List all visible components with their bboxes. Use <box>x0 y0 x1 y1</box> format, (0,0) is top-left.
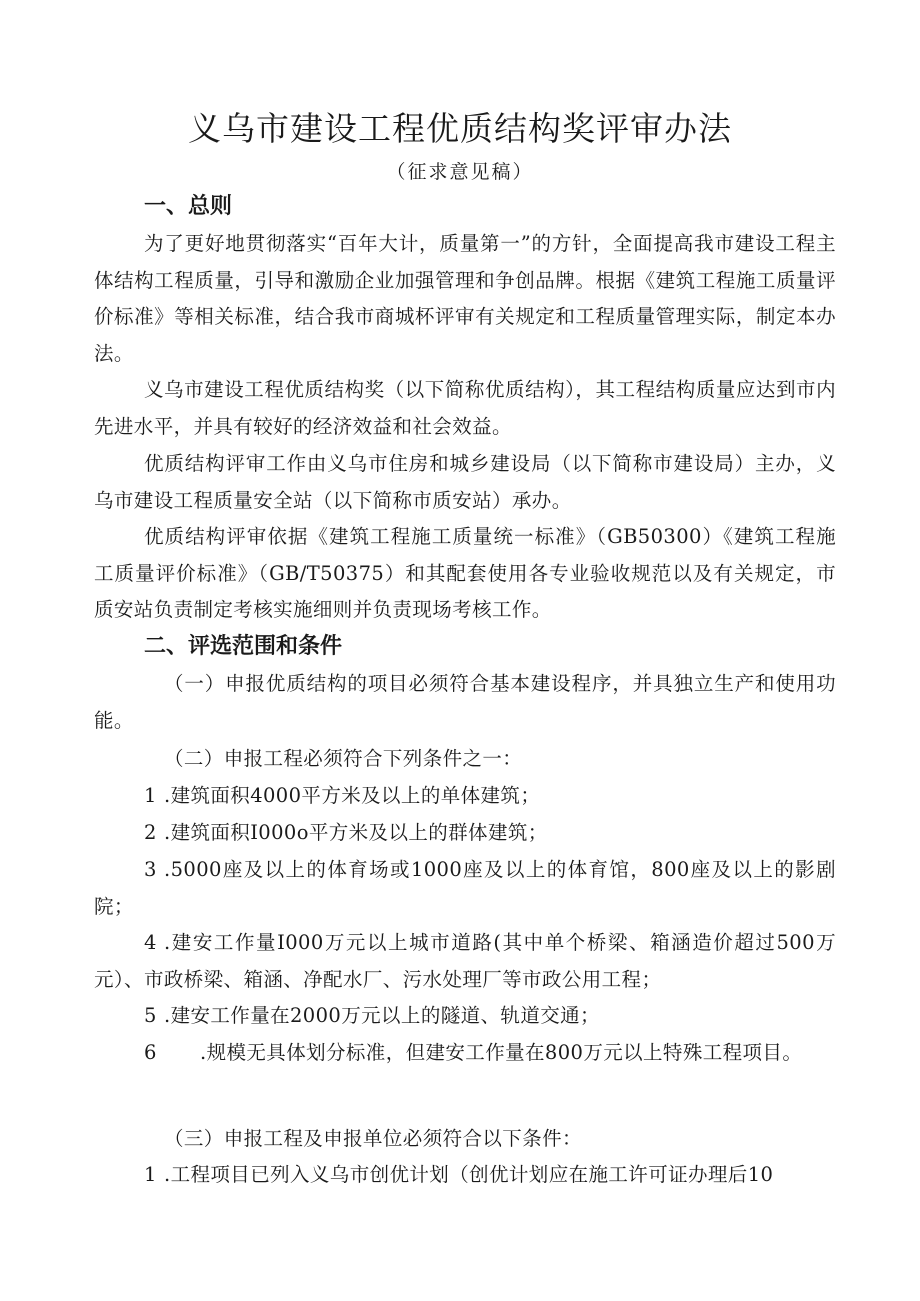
list-item-text: .规模无具体划分标准，但建安工作量在800万元以上特殊工程项目。 <box>200 1041 803 1064</box>
paragraph: 优质结构评审工作由义乌市住房和城乡建设局（以下简称市建设局）主办，义乌市建设工程质量安全站（以下简称市质安站）承办。 <box>94 452 836 512</box>
list-item <box>94 852 836 925</box>
list-item-text: .建筑面积4000平方米及以上的单体建筑； <box>164 784 541 807</box>
document-title: 义乌市建设工程优质结构奖评审办法 <box>188 109 732 148</box>
list-item <box>94 925 836 998</box>
list-item <box>94 998 836 1035</box>
list-item <box>94 1035 836 1072</box>
paragraph: （一）申报优质结构的项目必须符合基本建设程序，并具独立生产和使用功能。 <box>94 672 836 732</box>
paragraph: （二）申报工程必须符合下列条件之一： <box>164 747 523 770</box>
list-item-number: 3 <box>144 858 157 881</box>
paragraph: 优质结构评审依据《建筑工程施工质量统一标准》（GB50300）《建筑工程施工质量评价标准》（GB/T50375）和其配套使用各专业验收规范以及有关规定，市质安站负责制定考核实施细则并负责现场考核工作。 <box>94 525 836 622</box>
paragraph: （三）申报工程及申报单位必须符合以下条件： <box>164 1127 582 1150</box>
list-item-number: 1 <box>144 784 157 807</box>
list-item-text: .工程项目已列入义乌市创优计划（创优计划应在施工许可证办理后10 <box>164 1163 774 1186</box>
document-subtitle: （征求意见稿） <box>386 161 534 183</box>
list-item-text: .5000座及以上的体育场或1000座及以上的体育馆，800座及以上的影剧院； <box>94 858 836 918</box>
list-item-text: .建安工作量I000万元以上城市道路(其中单个桥梁、箱涵造价超过500万元）、市政桥梁、箱涵、净配水厂、污水处理厂等市政公用工程； <box>94 931 836 991</box>
list-item-number: 6 <box>144 1041 157 1064</box>
list-item-number: 2 <box>144 821 157 844</box>
list-item <box>94 778 836 815</box>
paragraph: 义乌市建设工程优质结构奖（以下简称优质结构），其工程结构质量应达到市内先进水平，并具有较好的经济效益和社会效益。 <box>94 378 836 438</box>
list-item-number: 4 <box>144 931 157 954</box>
paragraph: 为了更好地贯彻落实“百年大计，质量第一”的方针，全面提高我市建设工程主体结构工程质量，引导和激励企业加强管理和争创品牌。根据《建筑工程施工质量评价标准》等相关标准，结合我市商城杯评审有关规定和工程质量管理实际，制定本办法。 <box>94 232 836 365</box>
list-item-number: 1 <box>144 1163 157 1186</box>
list-item-text: .建安工作量在2000万元以上的隧道、轨道交通； <box>164 1004 600 1027</box>
list-item-text: .建筑面积I000o平方米及以上的群体建筑； <box>164 821 548 844</box>
list-item <box>94 1157 836 1194</box>
section-heading-general: 一、总则 <box>144 194 233 219</box>
list-item <box>94 815 836 852</box>
list-item-number: 5 <box>144 1004 157 1027</box>
section-heading-scope: 二、评选范围和条件 <box>144 634 343 659</box>
